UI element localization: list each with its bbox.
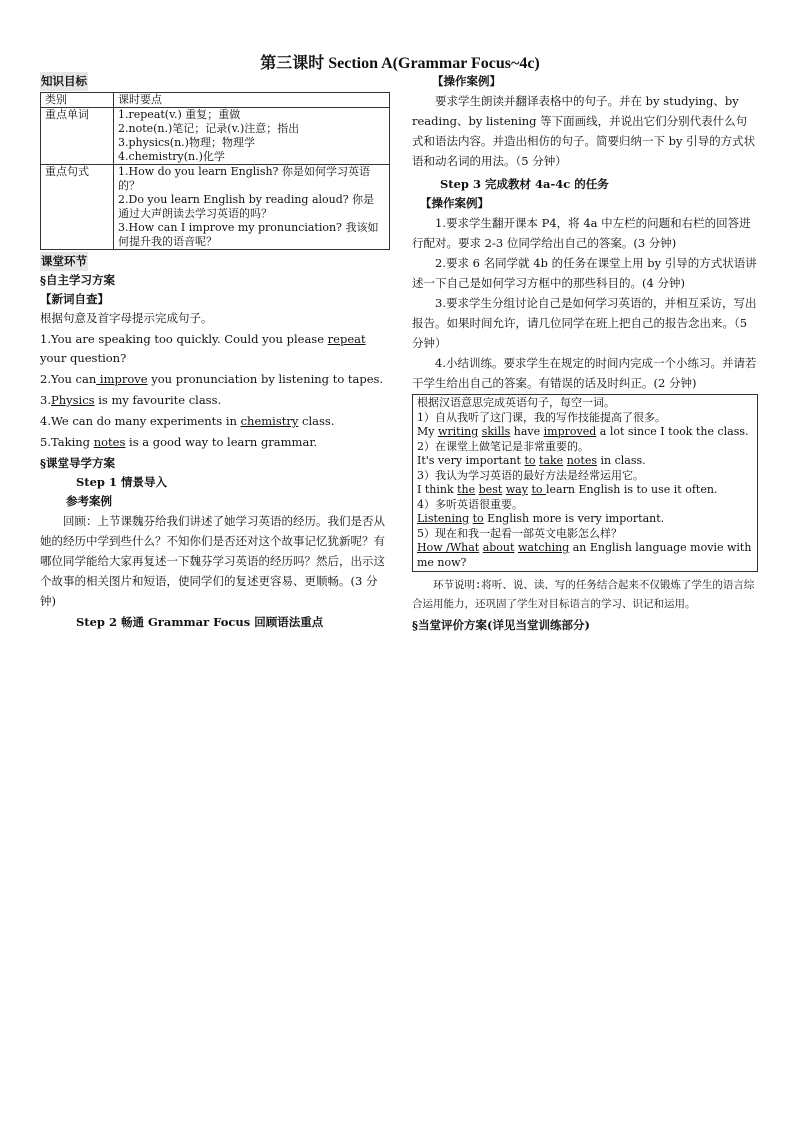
sentence-4: 4.We can do many experiments in chemistry class.: [40, 414, 335, 428]
evaluation-heading: §当堂评价方案(详见当堂训练部分): [412, 618, 590, 632]
right-column: [412, 72, 758, 635]
row-label-sentences: 重点句式: [41, 165, 114, 250]
guide-heading: §课堂导学方案: [40, 456, 116, 470]
knowledge-table: [40, 92, 390, 250]
exercise-question: 3）我认为学习英语的最好方法是经常运用它。: [417, 468, 644, 482]
case-heading-1: 【操作案例】: [432, 74, 501, 88]
table-header-points: 课时要点: [114, 93, 390, 108]
exercise-answer: My writing skills have improved a lot since I took the class.: [417, 425, 749, 438]
self-study-heading: §自主学习方案: [40, 273, 116, 287]
exercise-answer: How /What about watching an English language movie with me now?: [417, 541, 752, 569]
exercise-question: 2）在课堂上做笔记是非常重要的。: [417, 439, 589, 453]
table-header-category: 类别: [41, 93, 114, 108]
section-note: 环节说明:将听、说、读、写的任务结合起来不仅锻炼了学生的语言综合运用能力，还巩固了学生对目标语言的学习、识记和运用。: [412, 579, 755, 610]
exercise-answer: It's very important to take notes in class.: [417, 454, 646, 467]
step-1-heading: Step 1 情景导入: [76, 475, 167, 489]
exercise-question: 5）现在和我一起看一部英文电影怎么样？: [417, 526, 622, 540]
table-row: [41, 108, 390, 165]
table-row: [41, 165, 390, 250]
table-row: [41, 93, 390, 108]
sentence-item: 2.Do you learn English by reading aloud? 你是通过大声朗读去学习英语的吗？: [118, 193, 375, 220]
sentence-item: 3.How can I improve my pronunciation? 我该如何提升我的语音呢？: [118, 221, 379, 248]
reference-heading: 参考案例: [66, 494, 112, 508]
word-item: 4.chemistry(n.)化学: [118, 150, 225, 163]
step-3-heading: Step 3 完成教材 4a-4c 的任务: [440, 177, 609, 191]
sentence-5: 5.Taking notes is a good way to learn grammar.: [40, 435, 318, 449]
exercise-question: 4）多听英语很重要。: [417, 497, 523, 511]
exercise-intro: 根据汉语意思完成英语句子，每空一词。: [417, 396, 615, 409]
case-heading-2: 【操作案例】: [420, 196, 489, 210]
task-1: 1.要求学生翻开课本 P4，将 4a 中左栏的问题和右栏的回答进行配对。要求 2-3 位同学给出自己的答案。(3 分钟): [412, 216, 751, 250]
case-paragraph-1: 要求学生朗读并翻译表格中的句子。并在 by studying、by reading、by listening 等下面画线，并说出它们分别代表什么句式和语法内容。并造出相仿的句子。简要归纳一下 by 引导的方式状语和动名词的用法。（5 分钟）: [412, 94, 756, 168]
left-column: [40, 72, 392, 632]
exercise-answer: Listening to English more is very important.: [417, 512, 665, 525]
knowledge-heading: 知识目标: [40, 72, 88, 91]
row-label-words: 重点单词: [41, 108, 114, 165]
sentence-2: 2.You can improve you pronunciation by listening to tapes.: [40, 372, 384, 386]
sentence-item: 1.How do you learn English? 你是如何学习英语的？: [118, 165, 370, 192]
instruction: 根据句意及首字母提示完成句子。: [40, 311, 213, 325]
task-2: 2.要求 6 名同学就 4b 的任务在课堂上用 by 引导的方式状语讲述一下自己是如何学习方框中的那些科目的。(4 分钟): [412, 256, 757, 290]
new-words-heading: 【新词自查】: [40, 292, 109, 306]
exercise-answer: I think the best way to learn English is to use it often.: [417, 483, 718, 496]
task-4: 4.小结训练。要求学生在规定的时间内完成一个小练习。并请若干学生给出自己的答案。有错误的话及时纠正。(2 分钟): [412, 356, 757, 390]
step-1-paragraph: 回顾：上节课魏芬给我们讲述了她学习英语的经历。我们是否从她的经历中学到些什么？不知你们是否还对这个故事记忆犹新呢？有哪位同学能给大家再复述一下魏芬学习英语的经历吗？然后，出示这个故事的相关图片和短语，使同学们的复述更容易、更顺畅。(3 分钟): [40, 514, 385, 608]
class-heading: 课堂环节: [40, 252, 88, 271]
sentence-3: 3.Physics is my favourite class.: [40, 393, 222, 407]
task-3: 3.要求学生分组讨论自己是如何学习英语的，并相互采访，写出报告。如果时间允许，请几位同学在班上把自己的报告念出来。（5 分钟）: [412, 296, 757, 350]
step-2-heading: Step 2 畅通 Grammar Focus 回顾语法重点: [76, 615, 324, 629]
page-title: 第三课时 Section A(Grammar Focus~4c): [260, 55, 540, 72]
exercise-question: 1）自从我听了这门课，我的写作技能提高了很多。: [417, 410, 666, 424]
word-item: 3.physics(n.)物理；物理学: [118, 136, 255, 149]
sentence-1: 1.You are speaking too quickly. Could you please repeat your question?: [40, 332, 366, 365]
exercise-box: [412, 394, 758, 572]
word-item: 1.repeat(v.) 重复；重做: [118, 108, 241, 121]
word-item: 2.note(n.)笔记；记录(v.)注意；指出: [118, 122, 300, 135]
